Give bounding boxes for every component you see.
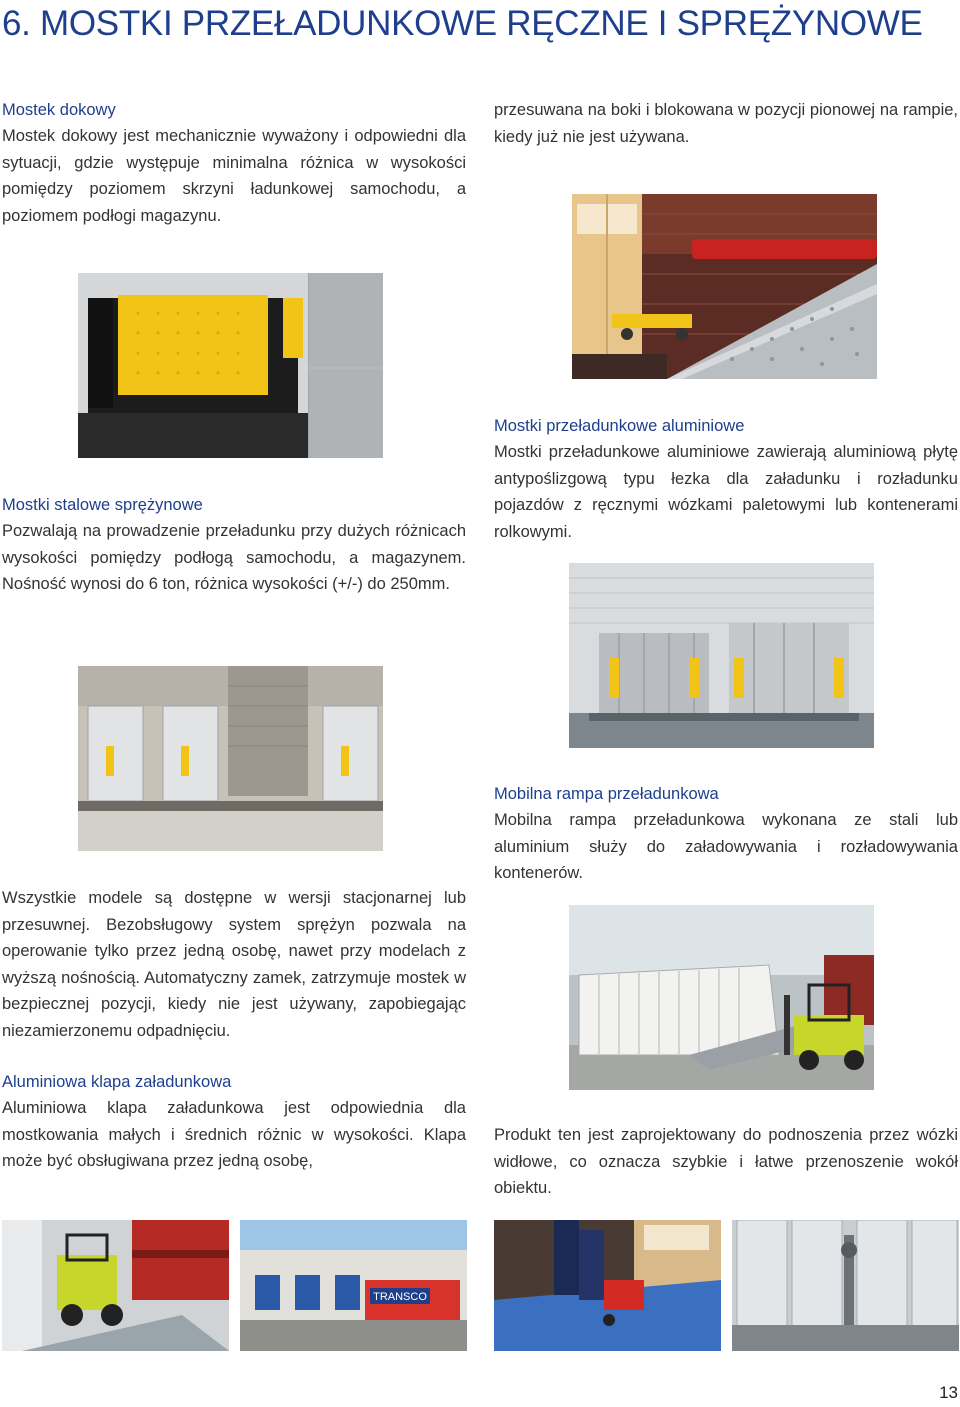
section-body: Mostki przeładunkowe aluminiowe zawierają aluminiową płytę antypoślizgową typu łezka dla załadunku i rozładunku pojazdów z ręcznymi wózkami paletowymi lub kontenerami rolkowymi.	[494, 443, 958, 541]
section-body: Mostek dokowy jest mechanicznie wyważony i odpowiedni dla sytuacji, gdzie występuje minimalna różnica w wysokości pomiędzy poziomem skrzyni ładunkowej samochodu, a poziomem podłogi magazynu.	[2, 127, 466, 225]
section-body: Aluminiowa klapa załadunkowa jest odpowiednia dla mostkowania małych i średnich różnic w wysokości. Klapa może być obsługiwana przez jedną osobę,	[2, 1099, 466, 1170]
photo-forklift-flap	[2, 1220, 229, 1351]
section-models: Wszystkie modele są dostępne w wersji stacjonarnej lub przesuwnej. Bezobsługowy system sprężyn pozwala na operowanie tylko przez jedną osobę, nawet przy modelach z wyższą nośnością. Automatyczny zamek, zatrzymuje mostek w bezpiecznej pozycji, kiedy nie jest używany, zapobiegając niezamierzonemu odpadnięciu.	[2, 889, 466, 1040]
section-body: Pozwalają na prowadzenie przeładunku przy dużych różnicach wysokości pomiędzy podłogą samochodu, a magazynem. Nośność wynosi do 6 ton, różnica wysokości (+/-) do 250mm.	[2, 522, 466, 593]
section-mobile-ramp	[494, 781, 958, 887]
section-dock	[2, 97, 466, 229]
section-heading: Mobilna rampa przeładunkowa	[494, 785, 719, 803]
photo-leveller-row	[78, 666, 383, 851]
section-dock-continued: przesuwana na boki i blokowana w pozycji pionowej na rampie, kiedy już nie jest używana.	[494, 101, 958, 146]
page-title: 6. MOSTKI PRZEŁADUNKOWE RĘCZNE I SPRĘŻYNOWE	[2, 4, 923, 43]
truck-sign: TRANSCO	[373, 1291, 427, 1303]
section-product: Produkt ten jest zaprojektowany do podnoszenia przez wózki widłowe, co oznacza szybkie i łatwe przenoszenie wokół obiektu.	[494, 1126, 958, 1197]
section-heading: Mostek dokowy	[2, 101, 116, 119]
photo-aluminium-mechanism	[732, 1220, 959, 1351]
section-body: Mobilna rampa przeładunkowa wykonana ze stali lub aluminium służy do załadowywania i rozładowywania kontenerów.	[494, 811, 958, 882]
section-aluminium	[494, 413, 958, 545]
section-heading: Aluminiowa klapa załadunkowa	[2, 1073, 232, 1091]
photo-dock-plate	[572, 194, 877, 379]
photo-building-truck	[240, 1220, 467, 1351]
page-number: 13	[939, 1383, 958, 1402]
photo-aluminium-levellers	[569, 563, 874, 748]
photo-mobile-ramp	[569, 905, 874, 1090]
section-flap	[2, 1069, 466, 1175]
section-heading: Mostki przeładunkowe aluminiowe	[494, 417, 745, 435]
photo-blue-plate	[494, 1220, 721, 1351]
section-heading: Mostki stalowe sprężynowe	[2, 496, 203, 514]
section-steel	[2, 492, 466, 598]
photo-steel-leveller	[78, 273, 383, 458]
